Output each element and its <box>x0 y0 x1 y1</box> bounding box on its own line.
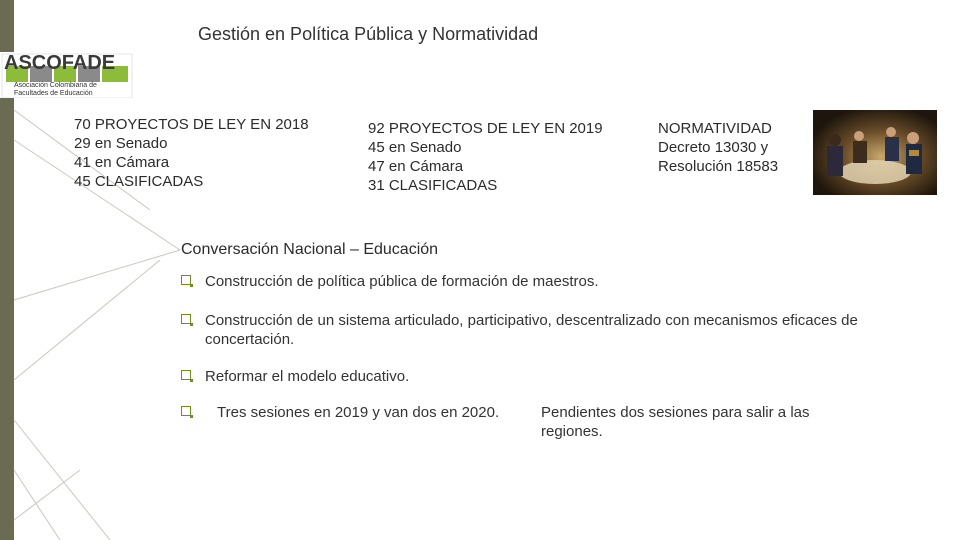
list-item-text: Reformar el modelo educativo. <box>205 368 410 385</box>
stats-2018-senado: 29 en Senado <box>74 135 168 152</box>
list-item-text: Tres sesiones en 2019 y van dos en 2020. <box>217 404 500 421</box>
checkbox-bullet-icon <box>181 275 191 285</box>
list-item-extra-text: Pendientes dos sesiones para salir a las regiones. <box>541 404 810 440</box>
normatividad-resolucion: Resolución 18583 <box>658 158 779 175</box>
normatividad <box>658 119 808 176</box>
checkbox-bullet-icon <box>181 370 191 380</box>
list-item-text: Construcción de un sistema articulado, participativo, descentralizado con mecanismos eficaces de concertación. <box>205 312 858 348</box>
stats-2019-clasificadas: 31 CLASIFICADAS <box>368 177 498 194</box>
stats-2019-camara: 47 en Cámara <box>368 158 464 175</box>
stats-2018-camara: 41 en Cámara <box>74 154 170 171</box>
normatividad-decreto: Decreto 13030 y <box>658 139 769 156</box>
logo-subtitle: Asociación Colombiana de Facultades de Educación <box>14 82 97 97</box>
stats-2018-heading: 70 PROYECTOS DE LEY EN 2018 <box>74 116 309 133</box>
stats-2018-clasificadas: 45 CLASIFICADAS <box>74 173 204 190</box>
logo-wordmark: ASCOFADE <box>4 52 116 74</box>
stats-2019-senado: 45 en Senado <box>368 139 462 156</box>
stats-2019 <box>368 119 638 195</box>
checkbox-bullet-icon <box>181 314 191 324</box>
stats-2019-heading: 92 PROYECTOS DE LEY EN 2019 <box>368 120 603 137</box>
section-title: Conversación Nacional – Educación <box>181 241 439 258</box>
checkbox-bullet-icon <box>181 406 191 416</box>
stats-2018 <box>74 115 344 191</box>
historical-painting-image <box>813 110 937 195</box>
list-item-text: Construcción de política pública de formación de maestros. <box>205 273 599 290</box>
page-title: Gestión en Política Pública y Normatividad <box>198 24 539 44</box>
ascofade-logo <box>0 52 134 98</box>
normatividad-heading: NORMATIVIDAD <box>658 120 772 137</box>
